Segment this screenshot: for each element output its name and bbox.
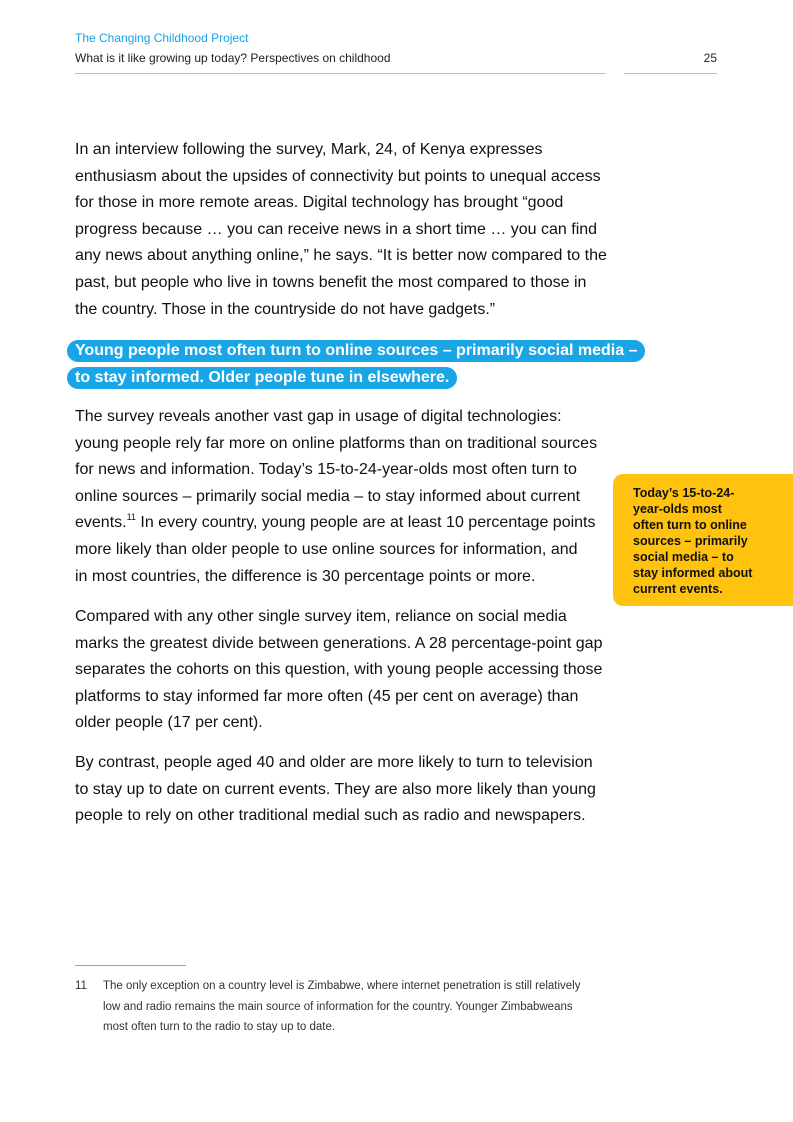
header-divider-left: [75, 73, 606, 74]
text-line: In an interview following the survey, Mark, 24, of Kenya expresses: [75, 141, 543, 158]
highlight-line: to stay informed. Older people tune in elsewhere.: [67, 367, 457, 389]
text-line: the country. Those in the countryside do not have gadgets.”: [75, 300, 496, 318]
text-line: online sources – primarily social media – to stay informed about current: [75, 487, 581, 505]
text-fragment: In every country, young people are at least 10 percentage points: [135, 514, 596, 532]
text-line: older people (17 per cent).: [75, 714, 263, 732]
text-line: Compared with any other single survey item, reliance on social media: [75, 608, 567, 625]
paragraph-interview: [75, 137, 615, 323]
callout-line: sources – primarily: [633, 534, 748, 548]
highlight-statement: [67, 337, 638, 391]
text-line: marks the greatest divide between generations. A 28 percentage-point gap: [75, 634, 603, 652]
footnote-divider: [75, 965, 186, 966]
paragraph-survey-gap: [75, 404, 615, 590]
text-line: for news and information. Today’s 15-to-24-year-olds most often turn to: [75, 461, 577, 479]
callout-line: Today’s 15-to-24-: [633, 486, 735, 500]
text-line: more likely than older people to use online sources for information, and: [75, 540, 578, 558]
text-fragment: events.: [75, 514, 127, 532]
text-line: [75, 510, 615, 537]
callout-line: year-olds most: [633, 502, 722, 516]
paragraph-older-people-tv: [75, 750, 615, 830]
footnote-text: [103, 976, 581, 1038]
header-report-subtitle: What is it like growing up today? Perspectives on childhood: [75, 51, 391, 65]
text-line: separates the cohorts on this question, with young people accessing those: [75, 661, 603, 679]
paragraph-social-media-divide: [75, 604, 615, 737]
text-line: young people rely far more on online platforms than on traditional sources: [75, 434, 598, 452]
header-divider-right: [624, 73, 717, 74]
page-number: 25: [703, 51, 717, 65]
text-line: in most countries, the difference is 30 percentage points or more.: [75, 567, 536, 585]
header-project-title: The Changing Childhood Project: [75, 31, 249, 45]
text-line: people to rely on other traditional medial such as radio and newspapers.: [75, 807, 586, 825]
footnote-line: most often turn to the radio to stay up to date.: [103, 1021, 336, 1033]
text-line: progress because … you can receive news in a short time … you can find: [75, 220, 598, 238]
text-line: By contrast, people aged 40 and older are more likely to turn to television: [75, 754, 593, 771]
footnote-line: low and radio remains the main source of information for the country. Younger Zimbabweans: [103, 1000, 573, 1013]
callout-line: often turn to online: [633, 518, 747, 532]
highlight-line: Young people most often turn to online sources – primarily social media –: [67, 340, 645, 362]
footnote-reference[interactable]: 11: [126, 512, 136, 523]
text-line: for those in more remote areas. Digital technology has brought “good: [75, 194, 564, 212]
text-line: past, but people who live in towns benefit the most compared to those in: [75, 273, 587, 291]
callout-line: social media – to: [633, 550, 734, 564]
text-line: platforms to stay informed far more often (45 per cent on average) than: [75, 687, 579, 705]
callout-line: current events.: [633, 582, 723, 596]
callout-line: stay informed about: [633, 566, 753, 580]
footnote-number: 11: [75, 980, 87, 992]
text-line: enthusiasm about the upsides of connectivity but points to unequal access: [75, 167, 601, 185]
text-line: The survey reveals another vast gap in usage of digital technologies:: [75, 408, 562, 425]
footnote-line: The only exception on a country level is Zimbabwe, where internet penetration is still relatively: [103, 980, 581, 992]
callout-box: [613, 474, 793, 606]
text-line: any news about anything online,” he says. “It is better now compared to the: [75, 247, 607, 265]
text-line: to stay up to date on current events. They are also more likely than young: [75, 780, 596, 798]
